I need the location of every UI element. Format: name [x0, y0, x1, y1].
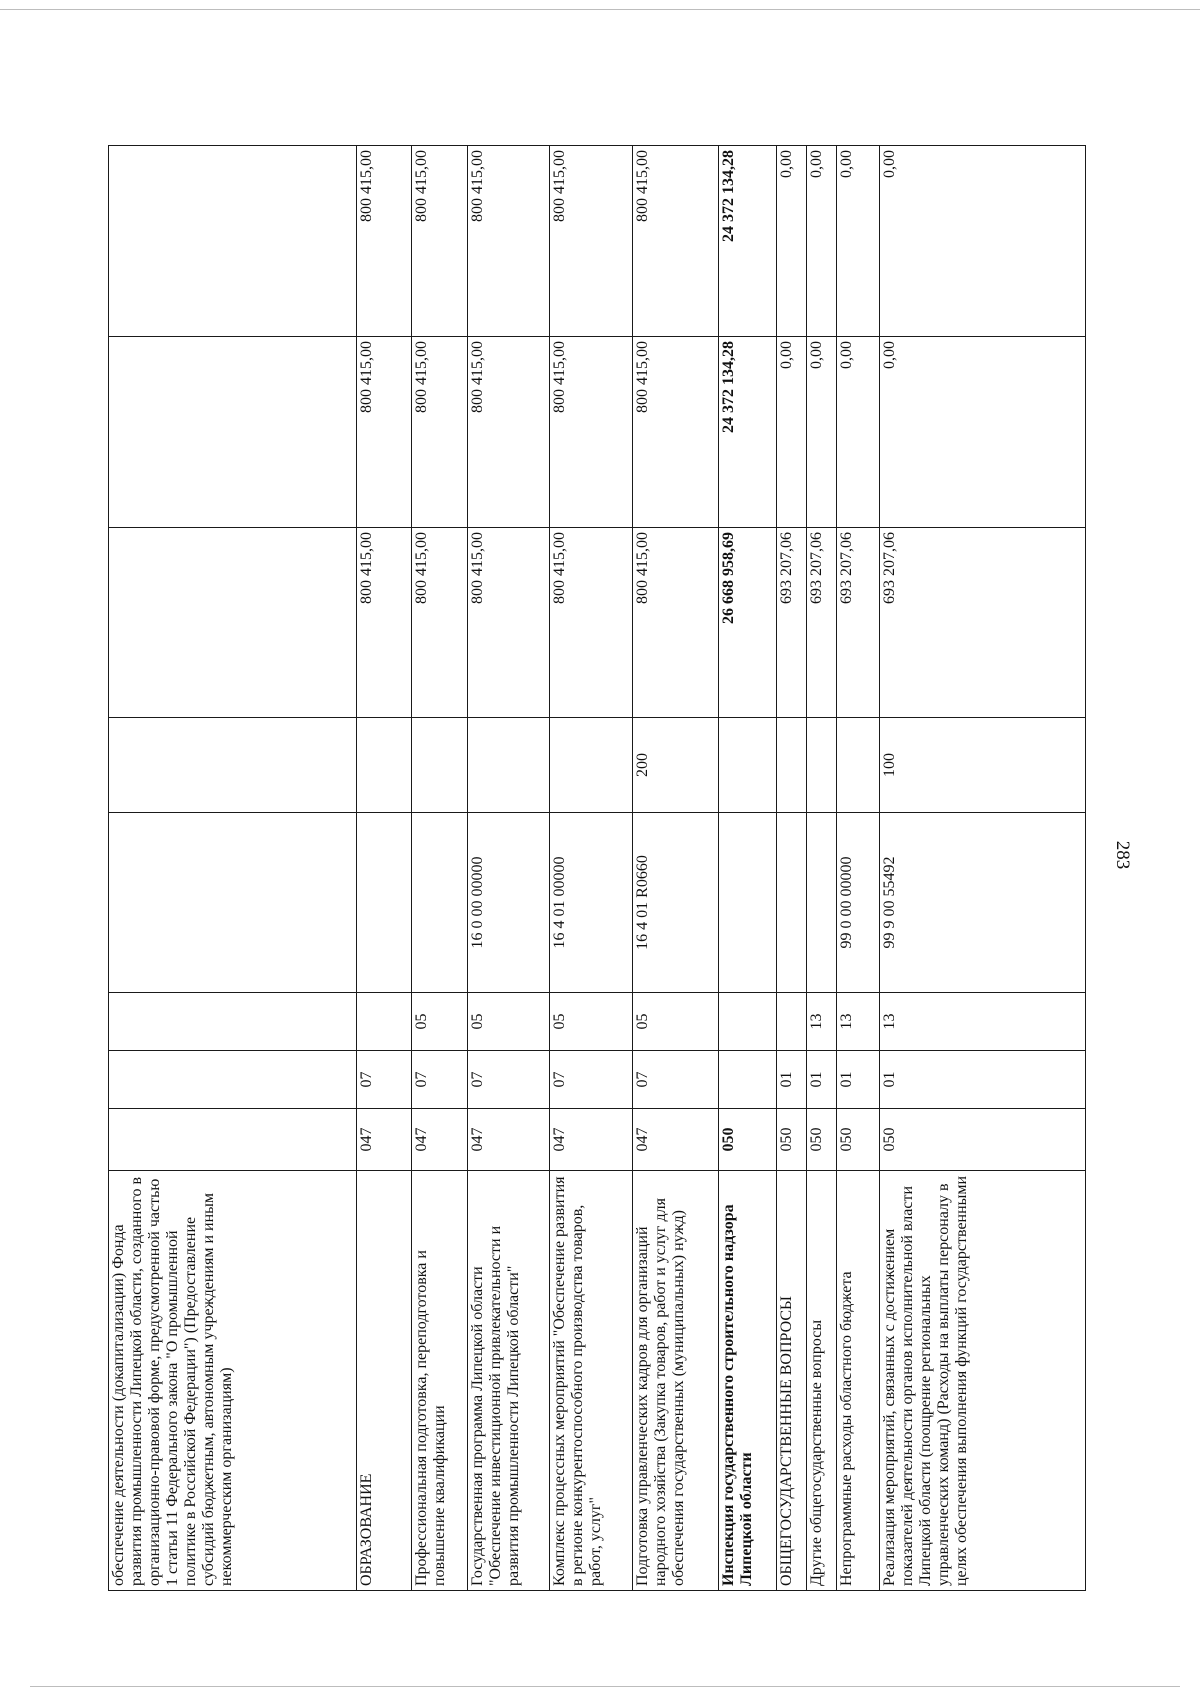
- amount-year-2: 800 415,00: [412, 337, 468, 528]
- row-name: Непрограммные расходы областного бюджета: [837, 1171, 880, 1591]
- amount-year-1: 693 207,06: [807, 528, 837, 718]
- amount-year-2: 0,00: [807, 337, 837, 528]
- expense-type-code: [550, 718, 633, 813]
- row-name: Другие общегосударственные вопросы: [807, 1171, 837, 1591]
- section-code: 01: [777, 1051, 807, 1109]
- ved-code: 050: [777, 1109, 807, 1171]
- page-number: 283: [1112, 840, 1133, 870]
- section-code: [719, 1051, 777, 1109]
- amount-year-1: 693 207,06: [777, 528, 807, 718]
- rotated-page-content: [108, 146, 1093, 1591]
- amount-year-2: 0,00: [880, 337, 1086, 528]
- amount-year-1: 800 415,00: [550, 528, 633, 718]
- subsection-code: 05: [550, 993, 633, 1051]
- amount-year-3: 24 372 134,28: [719, 146, 777, 337]
- amount-year-3: 800 415,00: [550, 146, 633, 337]
- amount-year-1: 800 415,00: [357, 528, 412, 718]
- scan-artifact-bottom: [30, 1686, 1180, 1687]
- subsection-code: [357, 993, 412, 1051]
- row-name: Реализация мероприятий, связанных с достижением показателей деятельности органов исполнительной власти Липецкой области (поощрение региональных управленческих команд) (Расходы на выплаты персоналу в целях обеспечения выполнения функций государственными: [880, 1171, 1086, 1591]
- subsection-code: [719, 993, 777, 1051]
- subsection-code: [777, 993, 807, 1051]
- target-article-code: [357, 813, 412, 993]
- row-name: обеспечение деятельности (докапитализации) Фонда развития промышленности Липецкой области, созданного в организационно-правовой форме, предусмотренной частью 1 статьи 11 Федерального закона "О промышленной политике в Российской Федерации") (Предоставление субсидий бюджетным, автономным учреждениям и иным некоммерческим организациям): [109, 1171, 357, 1591]
- scan-artifact-top: [0, 9, 1200, 10]
- target-article-code: 99 9 00 55492: [880, 813, 1086, 993]
- ved-code: 050: [880, 1109, 1086, 1171]
- amount-year-3: [109, 146, 357, 337]
- table-row: [880, 146, 1086, 1591]
- amount-year-2: 0,00: [837, 337, 880, 528]
- target-article-code: 99 0 00 00000: [837, 813, 880, 993]
- ved-code: 047: [633, 1109, 719, 1171]
- table-row: [837, 146, 880, 1591]
- section-code: 07: [550, 1051, 633, 1109]
- expense-type-code: [807, 718, 837, 813]
- expense-type-code: [412, 718, 468, 813]
- subsection-code: 05: [412, 993, 468, 1051]
- subsection-code: 05: [633, 993, 719, 1051]
- section-code: 07: [412, 1051, 468, 1109]
- amount-year-1: [109, 528, 357, 718]
- target-article-code: 16 4 01 00000: [550, 813, 633, 993]
- amount-year-3: 800 415,00: [412, 146, 468, 337]
- row-name: Инспекция государственного строительного надзора Липецкой области: [719, 1171, 777, 1591]
- budget-table: [108, 145, 1086, 1591]
- target-article-code: [109, 813, 357, 993]
- expense-type-code: 100: [880, 718, 1086, 813]
- table-row: [807, 146, 837, 1591]
- amount-year-2: 800 415,00: [357, 337, 412, 528]
- subsection-code: 05: [468, 993, 550, 1051]
- target-article-code: [412, 813, 468, 993]
- row-name: Подготовка управленческих кадров для организаций народного хозяйства (Закупка товаров, работ и услуг для обеспечения государственных (муниципальных) нужд): [633, 1171, 719, 1591]
- table-row: [109, 146, 357, 1591]
- target-article-code: 16 0 00 00000: [468, 813, 550, 993]
- ved-code: [109, 1109, 357, 1171]
- expense-type-code: [837, 718, 880, 813]
- section-code: [109, 1051, 357, 1109]
- amount-year-3: 0,00: [837, 146, 880, 337]
- amount-year-3: 800 415,00: [357, 146, 412, 337]
- amount-year-2: 0,00: [777, 337, 807, 528]
- row-name: Комплекс процессных мероприятий "Обеспечение развития в регионе конкурентоспособного производства товаров, работ, услуг": [550, 1171, 633, 1591]
- amount-year-3: 0,00: [807, 146, 837, 337]
- target-article-code: [807, 813, 837, 993]
- expense-type-code: [719, 718, 777, 813]
- subsection-code: 13: [880, 993, 1086, 1051]
- row-name: ОБЩЕГОСУДАРСТВЕННЫЕ ВОПРОСЫ: [777, 1171, 807, 1591]
- amount-year-3: 0,00: [777, 146, 807, 337]
- section-code: 01: [807, 1051, 837, 1109]
- target-article-code: 16 4 01 R0660: [633, 813, 719, 993]
- amount-year-2: 24 372 134,28: [719, 337, 777, 528]
- row-name: Государственная программа Липецкой области "Обеспечение инвестиционной привлекательности и развития промышленности Липецкой области": [468, 1171, 550, 1591]
- row-name: Профессиональная подготовка, переподготовка и повышение квалификации: [412, 1171, 468, 1591]
- section-code: 07: [468, 1051, 550, 1109]
- amount-year-1: 800 415,00: [468, 528, 550, 718]
- ved-code: 047: [412, 1109, 468, 1171]
- target-article-code: [777, 813, 807, 993]
- expense-type-code: [357, 718, 412, 813]
- table-row: [357, 146, 412, 1591]
- ved-code: 050: [807, 1109, 837, 1171]
- section-code: 01: [837, 1051, 880, 1109]
- amount-year-2: 800 415,00: [633, 337, 719, 528]
- amount-year-1: 800 415,00: [412, 528, 468, 718]
- table-row: [468, 146, 550, 1591]
- amount-year-2: 800 415,00: [468, 337, 550, 528]
- amount-year-1: 26 668 958,69: [719, 528, 777, 718]
- ved-code: 050: [837, 1109, 880, 1171]
- table-row: [719, 146, 777, 1591]
- ved-code: 047: [550, 1109, 633, 1171]
- amount-year-1: 693 207,06: [880, 528, 1086, 718]
- expense-type-code: [109, 718, 357, 813]
- amount-year-2: 800 415,00: [550, 337, 633, 528]
- section-code: 01: [880, 1051, 1086, 1109]
- table-row: [777, 146, 807, 1591]
- expense-type-code: 200: [633, 718, 719, 813]
- row-name: ОБРАЗОВАНИЕ: [357, 1171, 412, 1591]
- ved-code: 047: [357, 1109, 412, 1171]
- ved-code: 050: [719, 1109, 777, 1171]
- amount-year-3: 800 415,00: [468, 146, 550, 337]
- expense-type-code: [777, 718, 807, 813]
- budget-table-body: [109, 146, 1086, 1591]
- amount-year-3: 800 415,00: [633, 146, 719, 337]
- amount-year-3: 0,00: [880, 146, 1086, 337]
- table-row: [633, 146, 719, 1591]
- amount-year-1: 693 207,06: [837, 528, 880, 718]
- amount-year-2: [109, 337, 357, 528]
- subsection-code: 13: [837, 993, 880, 1051]
- table-row: [412, 146, 468, 1591]
- section-code: 07: [633, 1051, 719, 1109]
- ved-code: 047: [468, 1109, 550, 1171]
- amount-year-1: 800 415,00: [633, 528, 719, 718]
- subsection-code: [109, 993, 357, 1051]
- table-row: [550, 146, 633, 1591]
- section-code: 07: [357, 1051, 412, 1109]
- expense-type-code: [468, 718, 550, 813]
- subsection-code: 13: [807, 993, 837, 1051]
- target-article-code: [719, 813, 777, 993]
